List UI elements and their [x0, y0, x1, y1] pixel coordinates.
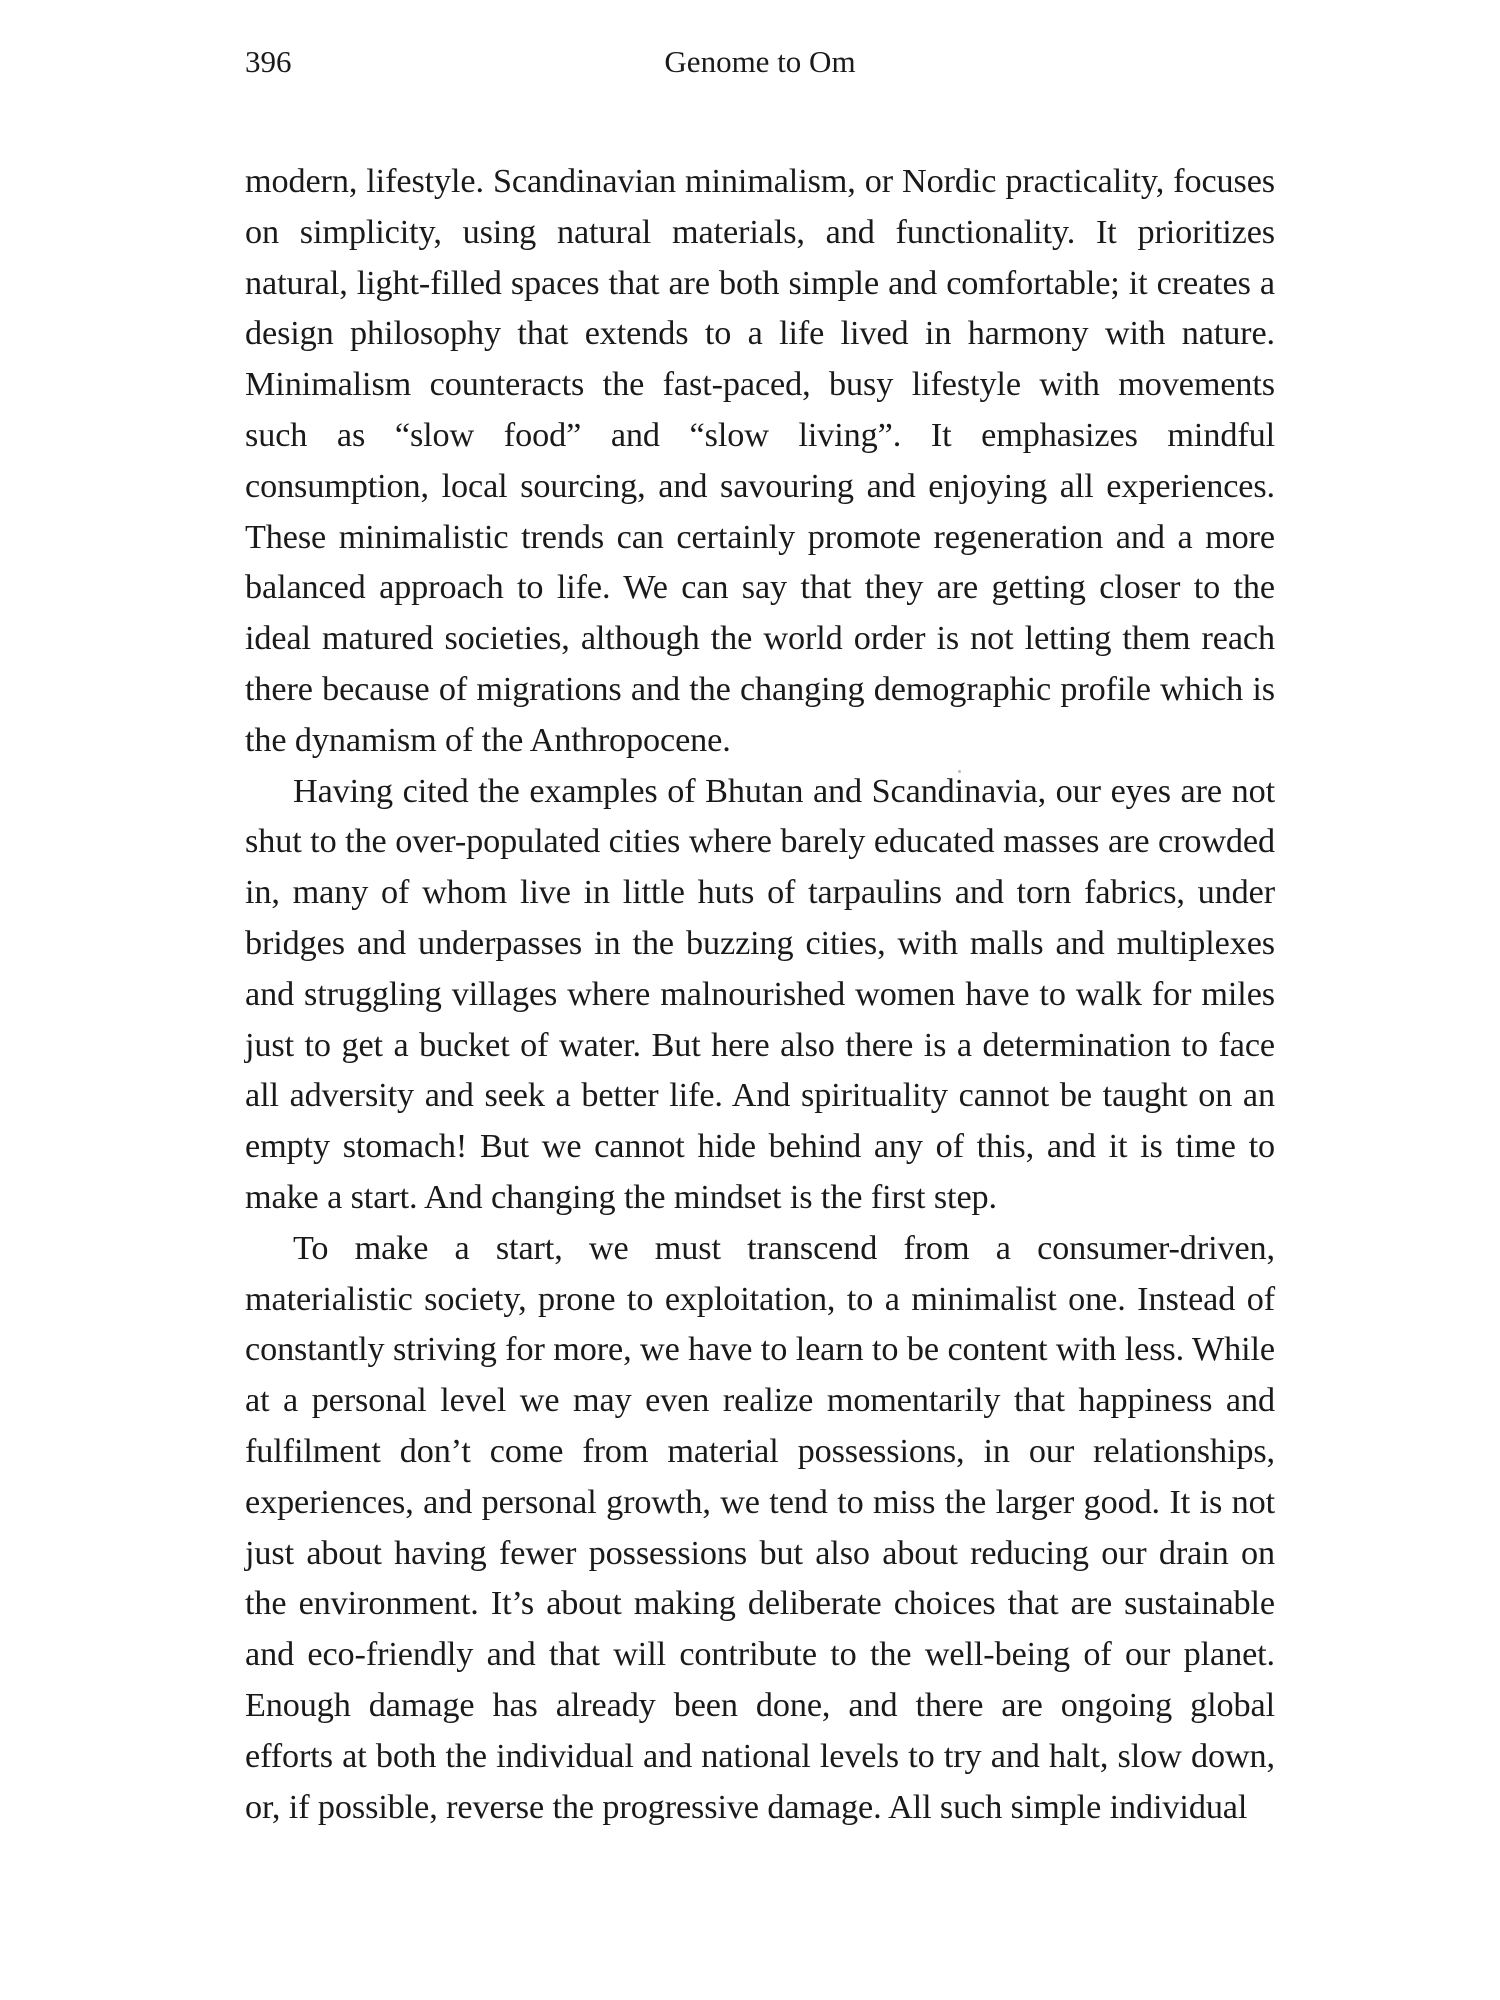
scan-speck	[958, 770, 961, 773]
page-number: 396	[245, 44, 292, 79]
paragraph-continued: modern, lifestyle. Scandinavian minimalism, or Nordic practicality, focuses on simplicity, using natural materials, and functionality. It prioritizes natural, light-filled spaces that are both simple and comfortable; it creates a design philosophy that extends to a life lived in harmony with nature. Minimalism counteracts the fast-paced, busy lifestyle with movements such as “slow food” and “slow living”. It emphasizes mindful consumption, local sourcing, and savouring and enjoying all experiences. These minimalistic trends can certainly promote regeneration and a more balanced approach to life. We can say that they are getting closer to the ideal matured societies, although the world order is not letting them reach there because of migrations and the changing demographic profile which is the dynamism of the Anthropocene.	[245, 163, 1275, 759]
running-head	[245, 42, 1275, 82]
paragraph: To make a start, we must transcend from a consumer-driven, materialistic society, prone to exploitation, to a minimalist one. Instead of constantly striving for more, we have to learn to be content with less. While at a personal level we may even realize momentarily that happiness and fulfilment don’t come from material possessions, in our relationships, experiences, and personal growth, we tend to miss the larger good. It is not just about having fewer possessions but also about reducing our drain on the environment. It’s about making deliberate choices that are sustainable and eco-friendly and that will contribute to the well-being of our planet. Enough damage has already been done, and there are ongoing global efforts at both the individual and national levels to try and halt, slow down, or, if possible, reverse the progressive damage. All such simple individual	[245, 1229, 1275, 1826]
paragraph: Having cited the examples of Bhutan and Scandinavia, our eyes are not shut to the over-populated cities where barely educated masses are crowded in, many of whom live in little huts of tarpaulins and torn fabrics, under bridges and underpasses in the buzzing cities, with malls and multiplexes and struggling villages where malnourished women have to walk for miles just to get a bucket of water. But here also there is a determination to face all adversity and seek a better life. And spirituality cannot be taught on an empty stomach! But we cannot hide behind any of this, and it is time to make a start. And changing the mindset is the first step.	[245, 772, 1275, 1216]
body-text	[245, 157, 1275, 1833]
book-title: Genome to Om	[664, 44, 856, 79]
